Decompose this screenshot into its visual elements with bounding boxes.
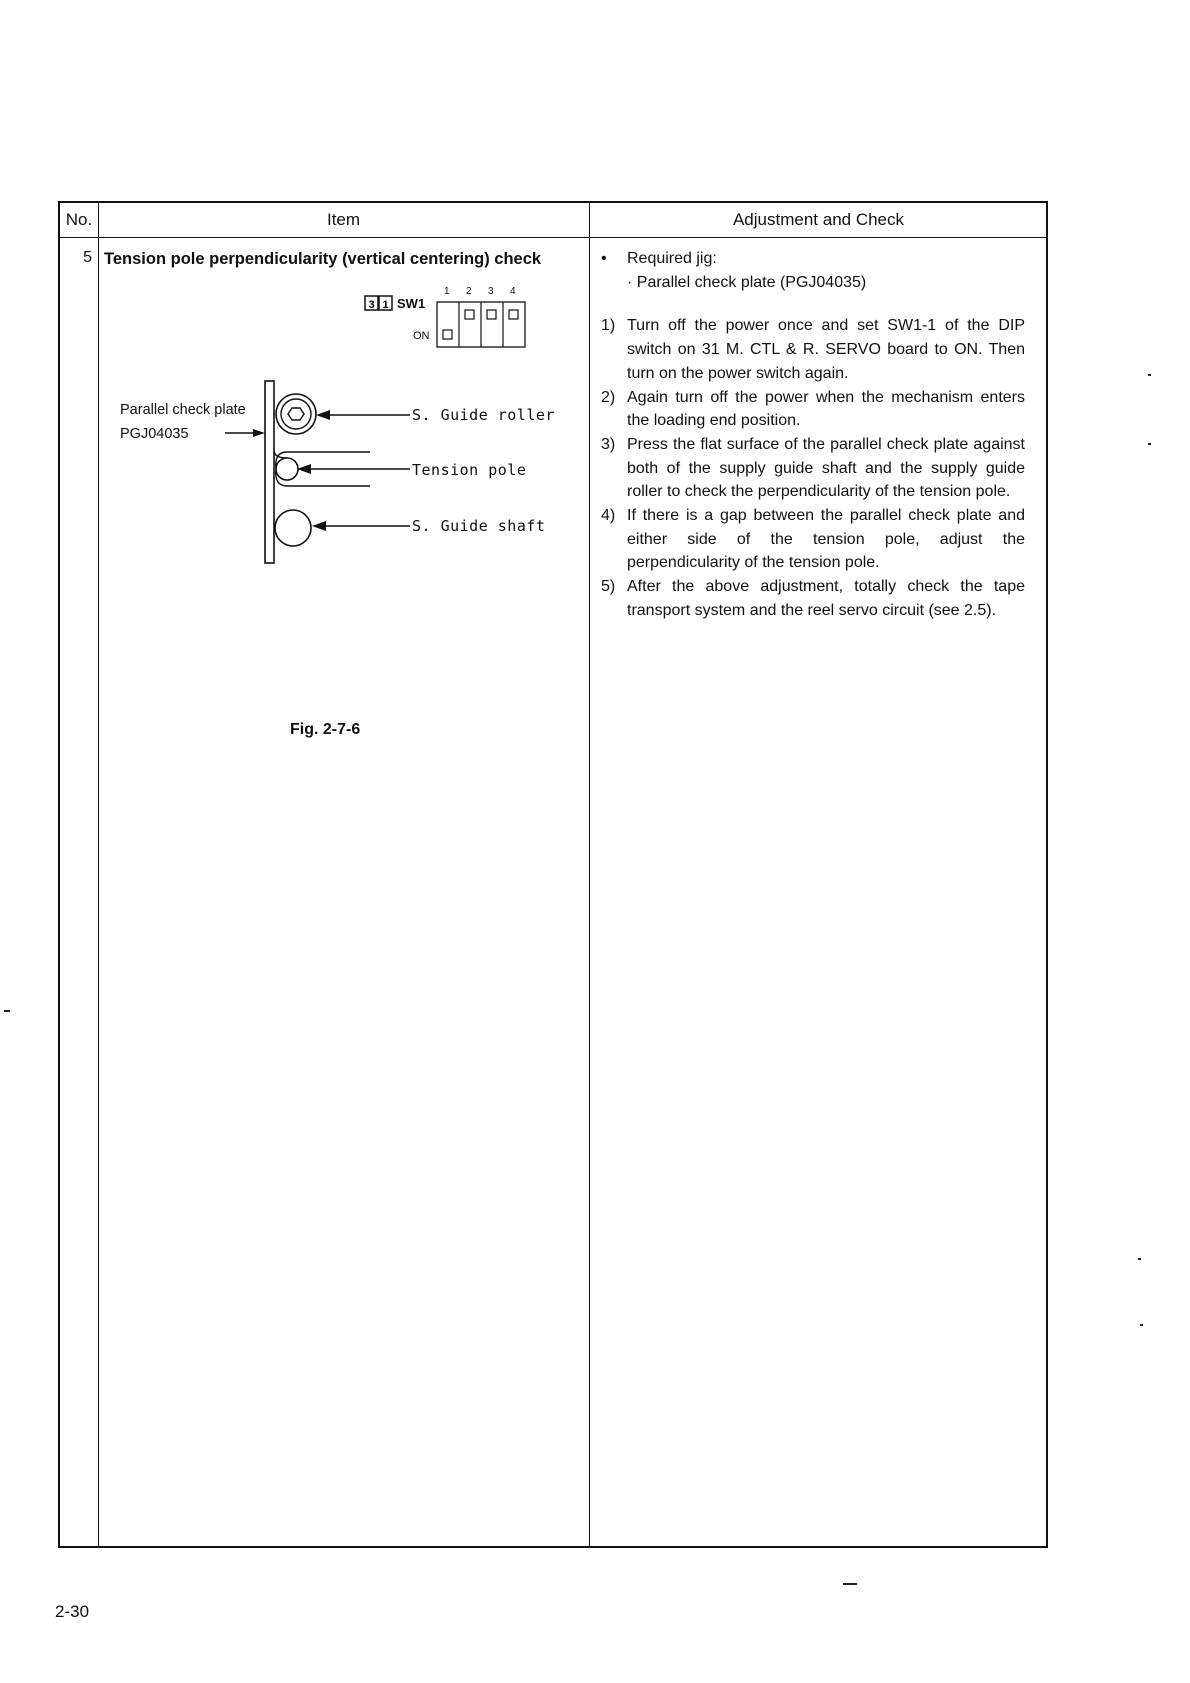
scan-mark: [1148, 443, 1151, 445]
jig-bullet: •: [601, 250, 607, 267]
figure-caption: Fig. 2-7-6: [290, 721, 361, 738]
board-31-icon: [365, 296, 392, 311]
step-3: [601, 433, 1025, 504]
jig-item: · Parallel check plate (PGJ04035): [627, 273, 867, 291]
roller-leader-arrow: [316, 410, 410, 420]
step-3-text: Press the flat surface of the parallel check plate against both of the supply guide shaft and the supply guide roller to check the perpendicularity of the tension pole.: [627, 435, 1025, 501]
switch-number-2: 2: [466, 286, 472, 297]
adjustment-text: [601, 247, 1025, 623]
switch-number-1: 1: [444, 286, 450, 297]
step-4-text: If there is a gap between the parallel check plate and either side of the tension pole, adjust the perpendicularity of the tension pole.: [627, 507, 1025, 572]
tension-pole-shape: [274, 450, 370, 486]
step-1-text: Turn off the power once and set SW1-1 of the DIP switch on 31 M. CTL & R. SERVO board to ON. Then turn on the power switch again.: [627, 317, 1025, 382]
step-3-number: 3): [601, 435, 616, 453]
switch-number-3: 3: [488, 286, 494, 297]
pole-leader-arrow: [297, 464, 410, 474]
jig-title: Required jig:: [627, 250, 717, 267]
row-number: 5: [83, 249, 92, 266]
page-number: 2-30: [55, 1602, 90, 1621]
plate-label: Parallel check plate: [120, 402, 246, 418]
shaft-label: S. Guide shaft: [412, 517, 546, 535]
plate-part-number: PGJ04035: [120, 426, 189, 442]
sw1-label: SW1: [397, 296, 426, 311]
header-no: No.: [65, 210, 93, 229]
scan-mark: [4, 1010, 10, 1012]
step-5-text: After the above adjustment, totally check the tape transport system and the reel servo circuit (see 2.5).: [627, 578, 1025, 619]
plate-arrow: [225, 429, 265, 437]
column-divider-item: [589, 203, 590, 1546]
step-2-number: 2): [601, 388, 616, 406]
scan-mark: [1138, 1258, 1141, 1260]
jig-line: [601, 247, 1025, 271]
step-1: [601, 314, 1025, 385]
adjustment-table: [58, 201, 1048, 1548]
svg-text:3: 3: [368, 299, 375, 311]
step-1-number: 1): [601, 317, 616, 335]
dip-switch-icon: [437, 302, 525, 347]
parallel-check-plate-shape: [265, 381, 274, 563]
shaft-leader-arrow: [312, 521, 410, 531]
figure-2-7-6: [60, 203, 589, 963]
item-title: Tension pole perpendicularity (vertical centering) check: [104, 250, 542, 268]
guide-shaft-shape: [275, 510, 311, 546]
on-label: ON: [413, 330, 430, 342]
step-4: [601, 504, 1025, 575]
scan-mark: [1140, 1324, 1143, 1326]
jig-item-line: [601, 271, 1025, 295]
step-2: [601, 386, 1025, 433]
scan-mark: [1148, 374, 1151, 376]
roller-label: S. Guide roller: [412, 406, 555, 424]
header-item: Item: [326, 210, 361, 229]
pole-label: Tension pole: [412, 461, 527, 479]
step-2-text: Again turn off the power when the mechanism enters the loading end position.: [627, 388, 1025, 430]
step-4-number: 4): [601, 507, 616, 525]
guide-roller-shape: [276, 394, 316, 434]
svg-text:1: 1: [382, 299, 389, 311]
header-adjustment: Adjustment and Check: [732, 210, 905, 229]
step-5-number: 5): [601, 578, 616, 596]
scan-mark: [843, 1583, 857, 1585]
switch-number-4: 4: [510, 286, 516, 297]
step-5: [601, 575, 1025, 622]
